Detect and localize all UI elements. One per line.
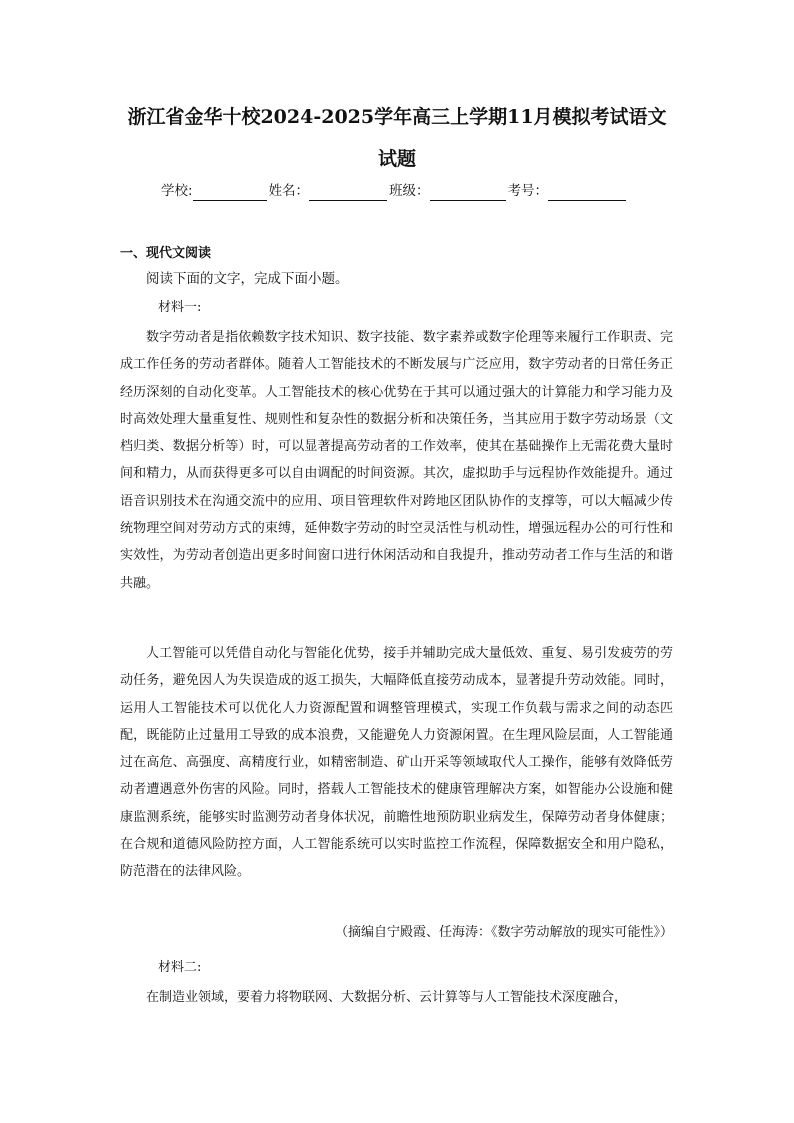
class-blank[interactable] xyxy=(430,185,506,201)
material-2-label: 材料二: xyxy=(158,960,202,975)
document-title-continued: 试题 xyxy=(377,148,416,170)
exam-number-label: 考号： xyxy=(507,183,549,199)
exam-number-blank[interactable] xyxy=(548,185,626,201)
class-label: 班级： xyxy=(389,183,430,199)
material-2-paragraph-1: 在制造业领域，要着力将物联网、大数据分析、云计算等与人工智能技术深度融合， xyxy=(146,990,628,1005)
material-1-paragraph-2: 人工智能可以凭借自动化与智能化优势，接手并辅助完成大量低效、重复、易引发疲劳的劳动任务，避免因人为失误造成的返工损失，大幅降低直接劳动成本，显著提升劳动效能。同时，运用人工智能技术可以优化人力资源配置和调整管理模式，实现工作负载与需求之间的动态匹配，既能防止过量用工导致的成本浪费，又能避免人力资源闲置。在生理风险层面，人工智能通过在高危、高强度、高精度行业，如精密制造、矿山开采等领域取代人工操作，能够有效降低劳动者遭遇意外伤害的风险。同时，搭载人工智能技术的健康管理解决方案，如智能办公设施和健康监测系统，能够实时监测劳动者身体状况，前瞻性地预防职业病发生，保障劳动者身体健康；在合规和道德风险防控方面，人工智能系统可以实时监控工作流程，保障数据安全和用户隐私，防范潜在的法律风险。 xyxy=(120,646,673,880)
material-1-label: 材料一: xyxy=(158,300,202,315)
reading-instruction: 阅读下面的文字，完成下面小题。 xyxy=(146,271,349,287)
school-blank[interactable] xyxy=(193,185,267,201)
name-blank[interactable] xyxy=(309,185,387,201)
name-label: 姓名： xyxy=(268,183,310,199)
section-heading: 一、现代文阅读 xyxy=(120,246,212,261)
material-1-source: （摘编自宁殿霞、任海涛：《数字劳动解放的现实可能性》） xyxy=(334,925,673,940)
school-label: 学校: xyxy=(161,183,193,199)
material-1-paragraph-1: 数字劳动者是指依赖数字技术知识、数字技能、数字素养或数字伦理等来履行工作职责、完成工作任务的劳动者群体。随着人工智能技术的不断发展与广泛应用，数字劳动者的日常任务正经历深刻的自动化变革。人工智能技术的核心优势在于其可以通过强大的计算能力和学习能力及时高效处理大量重复性、规则性和复杂性的数据分析和决策任务，当其应用于数字劳动场景（文档归类、数据分析等）时，可以显著提高劳动者的工作效率，使其在基础操作上无需花费大量时间和精力，从而获得更多可以自由调配的时间资源。其次，虚拟助手与远程协作效能提升。通过语音识别技术在沟通交流中的应用、项目管理软件对跨地区团队协作的支撑等，可以大幅减少传统物理空间对劳动方式的束缚，延伸数字劳动的时空灵活性与机动性，增强远程办公的可行性和实效性，为劳动者创造出更多时间窗口进行休闲活动和自我提升，推动劳动者工作与生活的和谐共融。 xyxy=(120,330,673,591)
document-title: 浙江省金华十校2024-2025学年高三上学期11月模拟考试语文 xyxy=(127,106,667,128)
student-info-row xyxy=(161,181,628,201)
